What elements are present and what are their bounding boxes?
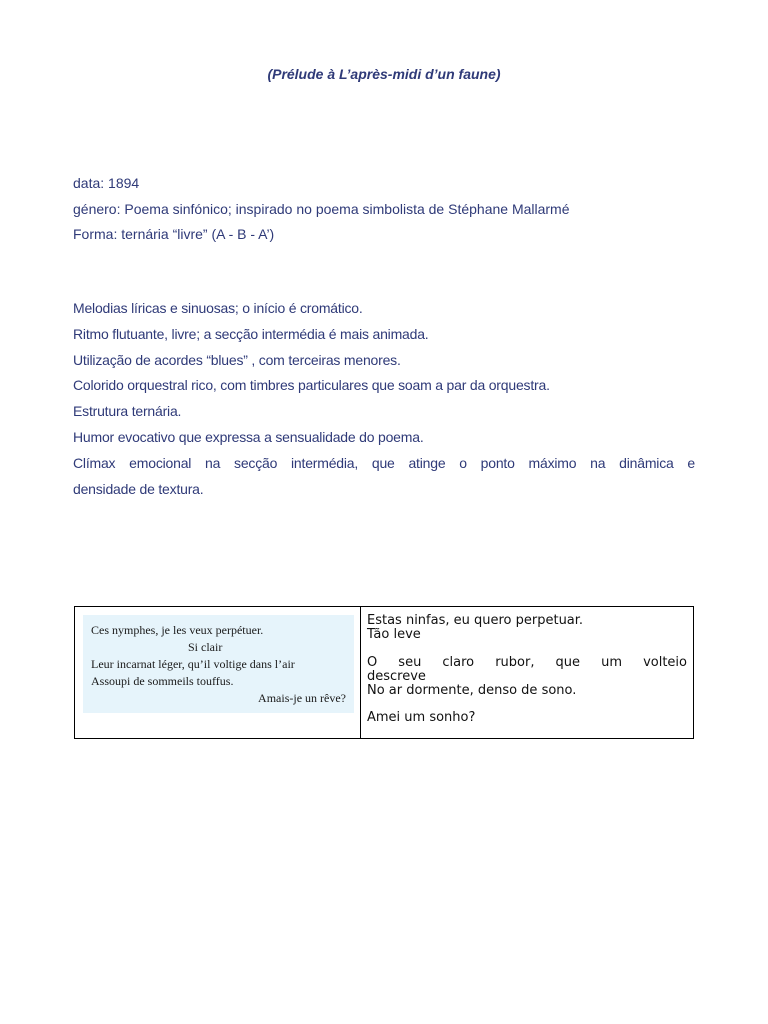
feature-line: Estrutura ternária. [73,403,182,420]
date-line: data: 1894 [73,175,140,191]
french-poem-box [83,615,354,713]
portuguese-column [361,607,693,738]
french-line: Leur incarnat léger, qu’il voltige dans l’air [91,657,295,671]
feature-line: Ritmo flutuante, livre; a secção intermédia é mais animada. [73,325,429,342]
french-line: Assoupi de sommeils touffus. [91,674,234,688]
feature-line: Utilização de acordes “blues” , com terceiras menores. [73,351,401,368]
portuguese-line: descreve [367,669,426,684]
page-title: (Prélude à L’après-midi d’un faune) [267,66,501,82]
portuguese-line: Estas ninfas, eu quero perpetuar. [367,613,584,628]
work-metadata [73,171,703,248]
genre-line: género: Poema sinfónico; inspirado no poema simbolista de Stéphane Mallarmé [73,200,570,217]
portuguese-line: Tão leve [367,627,421,642]
form-line: Forma: ternária “livre” (A - B - A’) [73,226,275,242]
feature-line: Melodias líricas e sinuosas; o início é cromático. [73,300,363,316]
portuguese-line: No ar dormente, denso de sono. [367,683,577,698]
feature-line: densidade de textura. [73,480,204,497]
portuguese-line: Amei um sonho? [367,710,476,725]
french-line: Si clair [188,640,223,654]
features-list [73,296,695,502]
poem-table [74,606,694,739]
portuguese-line: O seu claro rubor, que um volteio [367,655,687,670]
french-line: Ces nymphes, je les veux perpétuer. [91,623,264,637]
french-column [75,607,361,738]
feature-line: Humor evocativo que expressa a sensualidade do poema. [73,428,424,445]
french-line: Amais-je un rêve? [258,691,346,705]
feature-line: Clímax emocional na secção intermédia, que atinge o ponto máximo na dinâmica e [73,454,695,471]
feature-line: Colorido orquestral rico, com timbres particulares que soam a par da orquestra. [73,377,550,394]
